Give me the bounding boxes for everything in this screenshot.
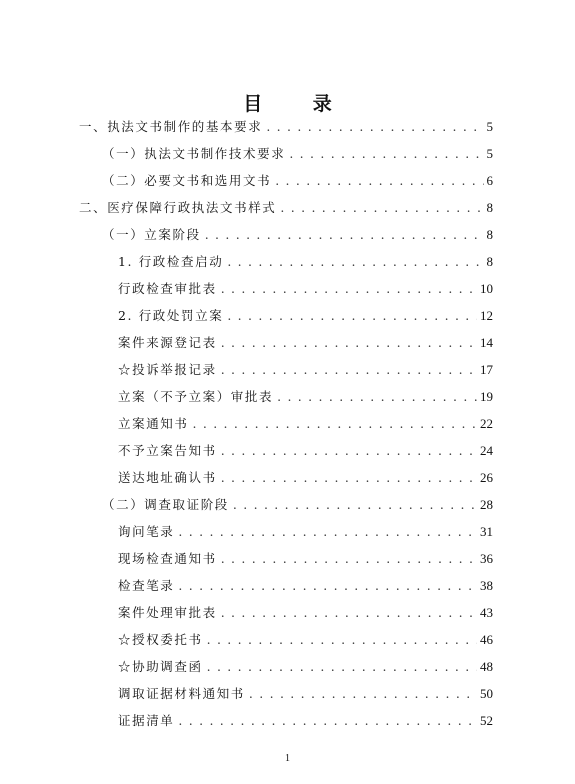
toc-entry-text: 立案通知书 <box>118 416 189 431</box>
toc-entry-text: 二、医疗保障行政执法文书样式 <box>79 200 277 215</box>
dot-leader <box>207 631 477 649</box>
toc-entry[interactable] <box>118 712 493 730</box>
toc-entry[interactable] <box>118 469 493 487</box>
toc-page-number: 22 <box>480 416 493 431</box>
toc-entry-text: （一）立案阶段 <box>102 227 201 242</box>
toc-entry[interactable] <box>102 145 493 163</box>
toc-entry-text: 行政检查审批表 <box>118 281 217 296</box>
dot-leader <box>275 172 483 190</box>
toc-page-number: 38 <box>480 578 493 593</box>
toc-page-number: 5 <box>486 119 493 134</box>
dot-leader <box>280 199 483 217</box>
dot-leader <box>221 604 477 622</box>
toc-entry[interactable] <box>118 307 493 325</box>
toc-page-number: 50 <box>480 686 493 701</box>
toc-entry[interactable] <box>118 280 493 298</box>
page-title: 目 录 <box>243 93 354 115</box>
dot-leader <box>266 118 483 136</box>
toc-entry[interactable] <box>118 415 493 433</box>
dot-leader <box>221 469 477 487</box>
toc-page-number: 31 <box>480 524 493 539</box>
toc-entry[interactable] <box>118 550 493 568</box>
toc-entry-text: 2. 行政处罚立案 <box>118 308 224 323</box>
toc-page-number: 46 <box>480 632 493 647</box>
toc-entry-text: 现场检查通知书 <box>118 551 217 566</box>
toc-entry[interactable] <box>118 253 493 271</box>
toc-entry[interactable] <box>118 442 493 460</box>
dot-leader <box>289 145 483 163</box>
toc-entry[interactable] <box>79 199 493 217</box>
dot-leader <box>207 658 477 676</box>
dot-leader <box>233 496 477 514</box>
dot-leader <box>221 280 477 298</box>
dot-leader <box>221 550 477 568</box>
dot-leader <box>227 253 483 271</box>
toc-page-number: 28 <box>480 497 493 512</box>
toc-page-number: 10 <box>480 281 493 296</box>
toc-page-number: 17 <box>480 362 493 377</box>
toc-entry-text: （二）必要文书和选用文书 <box>102 173 272 188</box>
toc-entry[interactable] <box>118 334 493 352</box>
toc-entry-text: 询问笔录 <box>118 524 175 539</box>
toc-entry-text: 证据清单 <box>118 713 175 728</box>
dot-leader <box>193 415 477 433</box>
toc-entry-text: 立案（不予立案）审批表 <box>118 389 274 404</box>
toc-page-number: 5 <box>486 146 493 161</box>
toc-entry[interactable] <box>118 523 493 541</box>
toc-entry-text: （一）执法文书制作技术要求 <box>102 146 286 161</box>
toc-entry[interactable] <box>118 604 493 622</box>
toc-entry-text: 调取证据材料通知书 <box>118 686 245 701</box>
toc-page-number: 48 <box>480 659 493 674</box>
toc-entry-text: ☆授权委托书 <box>118 632 203 647</box>
toc-entry[interactable] <box>118 658 493 676</box>
toc-page-number: 8 <box>486 254 493 269</box>
dot-leader <box>178 577 477 595</box>
dot-leader <box>221 361 477 379</box>
toc-entry[interactable] <box>118 577 493 595</box>
toc-entry-text: （二）调查取证阶段 <box>102 497 229 512</box>
toc-page-number: 8 <box>486 200 493 215</box>
toc-page-number: 6 <box>486 173 493 188</box>
toc-page-number: 12 <box>480 308 493 323</box>
toc-page-number: 36 <box>480 551 493 566</box>
dot-leader <box>221 442 477 460</box>
toc-page-number: 8 <box>486 227 493 242</box>
toc-page-number: 19 <box>480 389 493 404</box>
toc-entry-text: ☆投诉举报记录 <box>118 362 217 377</box>
toc-page-number: 24 <box>480 443 493 458</box>
toc-entry-text: 案件处理审批表 <box>118 605 217 620</box>
dot-leader <box>178 523 477 541</box>
toc-entry-text: 案件来源登记表 <box>118 335 217 350</box>
toc-entry[interactable] <box>118 388 493 406</box>
toc-entry[interactable] <box>102 496 493 514</box>
toc-page-number: 14 <box>480 335 493 350</box>
toc-entry[interactable] <box>118 685 493 703</box>
toc-entry-text: 1. 行政检查启动 <box>118 254 224 269</box>
toc-entry[interactable] <box>79 118 493 136</box>
toc-entry-text: 不予立案告知书 <box>118 443 217 458</box>
toc-entry-text: 一、执法文书制作的基本要求 <box>79 119 263 134</box>
page-number-footer: 1 <box>285 753 290 764</box>
toc-entry[interactable] <box>118 361 493 379</box>
dot-leader <box>178 712 477 730</box>
toc-entry-text: 检查笔录 <box>118 578 175 593</box>
toc-entry[interactable] <box>102 226 493 244</box>
dot-leader <box>227 307 477 325</box>
toc-page-number: 52 <box>480 713 493 728</box>
dot-leader <box>249 685 477 703</box>
toc-entry[interactable] <box>118 631 493 649</box>
toc-entry[interactable] <box>102 172 493 190</box>
dot-leader <box>221 334 477 352</box>
toc-page-number: 26 <box>480 470 493 485</box>
toc-entry-text: ☆协助调查函 <box>118 659 203 674</box>
dot-leader <box>277 388 477 406</box>
dot-leader <box>205 226 484 244</box>
toc-entry-text: 送达地址确认书 <box>118 470 217 485</box>
toc-page-number: 43 <box>480 605 493 620</box>
